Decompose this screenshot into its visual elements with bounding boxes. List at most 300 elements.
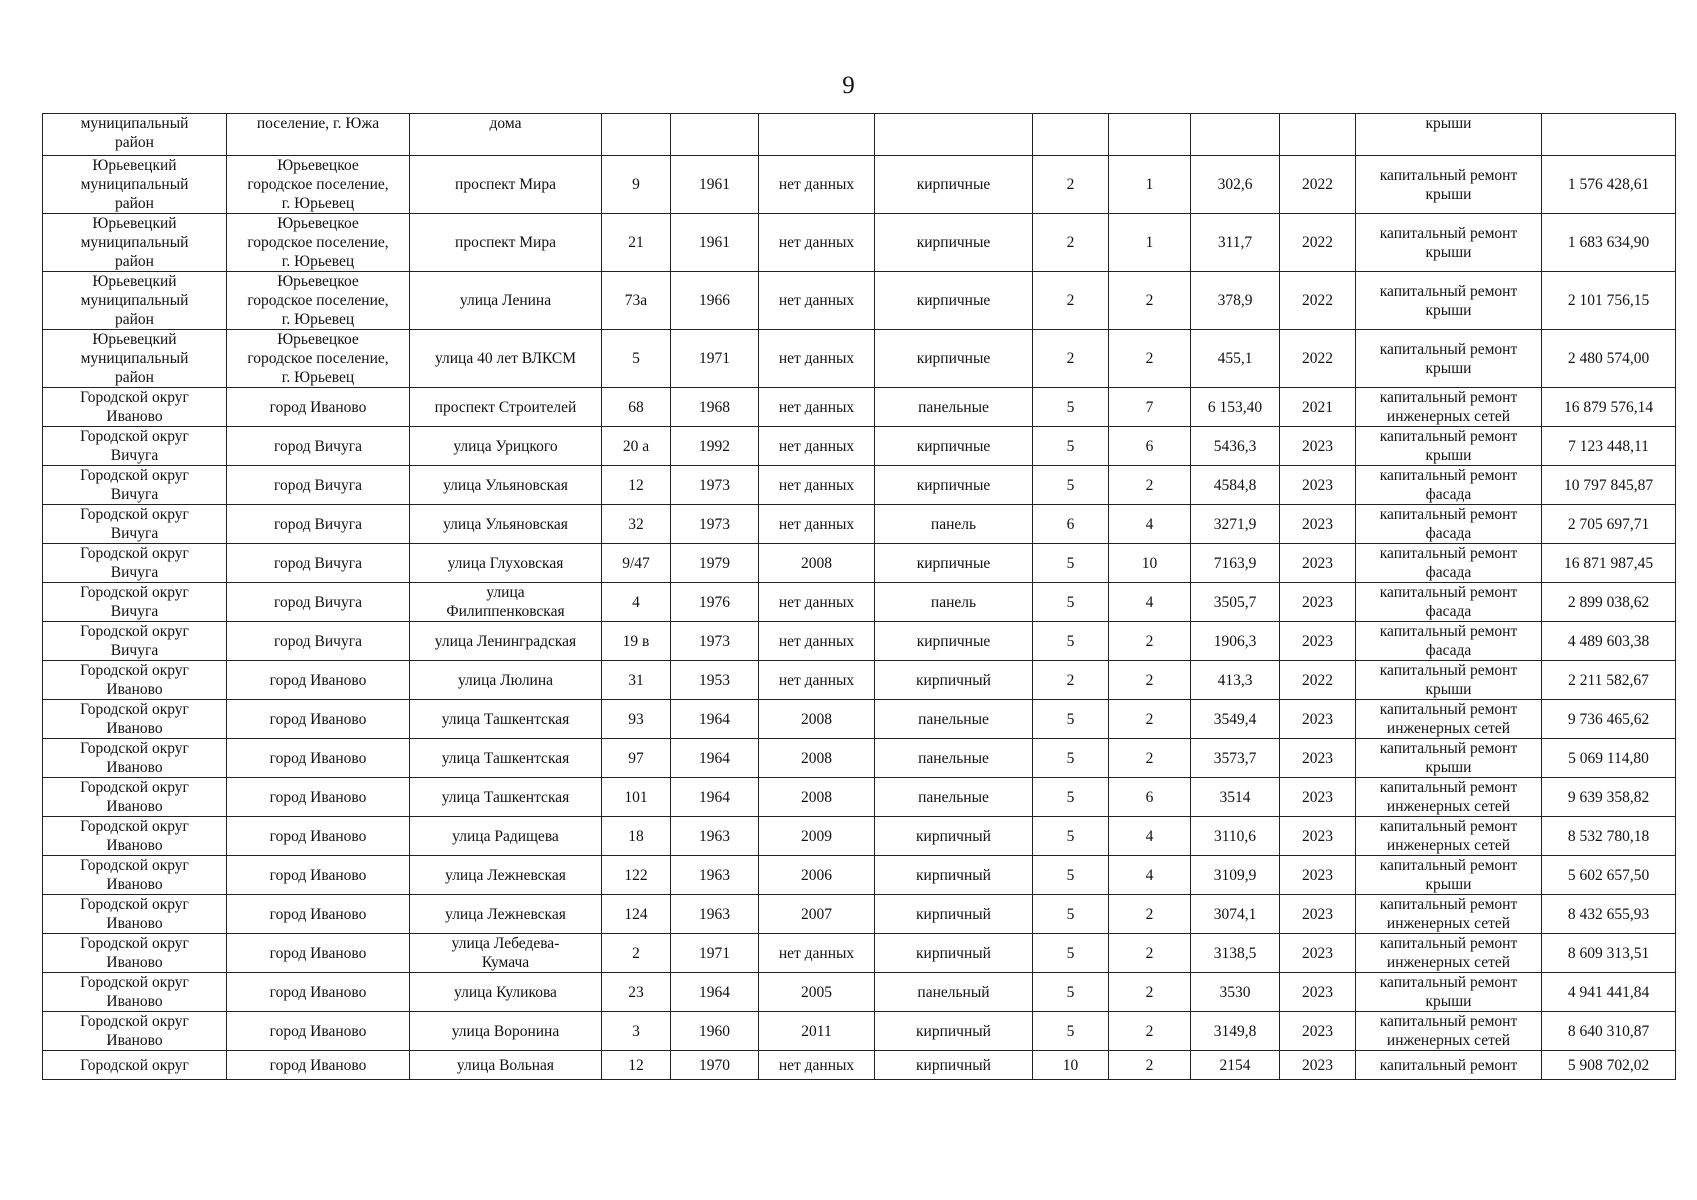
cell-work-type: крыши	[1356, 114, 1542, 156]
cell-entrances: 10	[1109, 544, 1191, 583]
cell-district: Городской округ Иваново	[43, 388, 227, 427]
cell-house-number: 12	[602, 1051, 671, 1080]
cell-cost: 4 489 603,38	[1542, 622, 1676, 661]
cell-house-number: 32	[602, 505, 671, 544]
cell-cost: 9 639 358,82	[1542, 778, 1676, 817]
cell-work-type: капитальный ремонт крыши	[1356, 272, 1542, 330]
cell-entrances: 4	[1109, 856, 1191, 895]
cell-build-year: 1971	[671, 330, 759, 388]
cell-area: 413,3	[1191, 661, 1280, 700]
cell-last-repair-year: 2007	[759, 895, 875, 934]
cell-work-type: капитальный ремонт фасада	[1356, 583, 1542, 622]
cell-planned-year: 2023	[1280, 544, 1356, 583]
table-row	[43, 895, 1676, 934]
cell-planned-year	[1280, 114, 1356, 156]
cell-build-year: 1953	[671, 661, 759, 700]
cell-street: улица Ташкентская	[410, 778, 602, 817]
cell-district: Юрьевецкий муниципальный район	[43, 272, 227, 330]
cell-last-repair-year: 2009	[759, 817, 875, 856]
cell-floors: 5	[1033, 466, 1109, 505]
cell-house-number: 73а	[602, 272, 671, 330]
cell-entrances	[1109, 114, 1191, 156]
cell-last-repair-year: нет данных	[759, 214, 875, 272]
cell-district: Городской округ Иваново	[43, 661, 227, 700]
table-row	[43, 622, 1676, 661]
cell-entrances: 4	[1109, 505, 1191, 544]
cell-area: 3138,5	[1191, 934, 1280, 973]
cell-entrances: 2	[1109, 661, 1191, 700]
cell-work-type: капитальный ремонт крыши	[1356, 973, 1542, 1012]
cell-wall-material: панель	[875, 505, 1033, 544]
cell-cost: 2 101 756,15	[1542, 272, 1676, 330]
cell-settlement: город Иваново	[227, 739, 410, 778]
cell-wall-material: кирпичные	[875, 272, 1033, 330]
cell-area: 3530	[1191, 973, 1280, 1012]
cell-district: Городской округ	[43, 1051, 227, 1080]
cell-wall-material: панельные	[875, 739, 1033, 778]
cell-work-type: капитальный ремонт крыши	[1356, 739, 1542, 778]
cell-house-number	[602, 114, 671, 156]
cell-cost	[1542, 114, 1676, 156]
cell-cost: 16 879 576,14	[1542, 388, 1676, 427]
cell-work-type: капитальный ремонт крыши	[1356, 156, 1542, 214]
cell-planned-year: 2023	[1280, 1012, 1356, 1051]
cell-house-number: 101	[602, 778, 671, 817]
cell-last-repair-year: нет данных	[759, 156, 875, 214]
cell-entrances: 4	[1109, 583, 1191, 622]
cell-settlement: город Иваново	[227, 856, 410, 895]
cell-district: Городской округ Иваново	[43, 700, 227, 739]
cell-wall-material: панельные	[875, 700, 1033, 739]
cell-planned-year: 2022	[1280, 214, 1356, 272]
table-row	[43, 272, 1676, 330]
table-row	[43, 661, 1676, 700]
cell-build-year: 1966	[671, 272, 759, 330]
cell-settlement: город Вичуга	[227, 622, 410, 661]
cell-floors: 5	[1033, 973, 1109, 1012]
cell-last-repair-year: нет данных	[759, 583, 875, 622]
table-row	[43, 973, 1676, 1012]
cell-planned-year: 2023	[1280, 895, 1356, 934]
cell-settlement: город Иваново	[227, 778, 410, 817]
cell-last-repair-year: 2008	[759, 544, 875, 583]
cell-cost: 10 797 845,87	[1542, 466, 1676, 505]
cell-district: Городской округ Иваново	[43, 895, 227, 934]
cell-street: улица Ленинградская	[410, 622, 602, 661]
cell-planned-year: 2023	[1280, 622, 1356, 661]
cell-build-year: 1964	[671, 973, 759, 1012]
table-row	[43, 778, 1676, 817]
cell-area: 311,7	[1191, 214, 1280, 272]
cell-street: дома	[410, 114, 602, 156]
cell-build-year: 1968	[671, 388, 759, 427]
cell-area: 3074,1	[1191, 895, 1280, 934]
cell-floors: 5	[1033, 778, 1109, 817]
cell-work-type: капитальный ремонт инженерных сетей	[1356, 1012, 1542, 1051]
cell-street: улица Лежневская	[410, 856, 602, 895]
cell-district: Городской округ Иваново	[43, 1012, 227, 1051]
cell-area: 3109,9	[1191, 856, 1280, 895]
cell-house-number: 68	[602, 388, 671, 427]
table-row	[43, 330, 1676, 388]
cell-street: улица Ульяновская	[410, 505, 602, 544]
cell-settlement: город Иваново	[227, 973, 410, 1012]
table-row	[43, 214, 1676, 272]
cell-street: улица Урицкого	[410, 427, 602, 466]
cell-district: Городской округ Иваново	[43, 973, 227, 1012]
cell-build-year: 1961	[671, 214, 759, 272]
cell-last-repair-year: 2011	[759, 1012, 875, 1051]
cell-build-year: 1979	[671, 544, 759, 583]
cell-last-repair-year: 2008	[759, 700, 875, 739]
cell-work-type: капитальный ремонт инженерных сетей	[1356, 700, 1542, 739]
cell-build-year: 1963	[671, 856, 759, 895]
cell-planned-year: 2023	[1280, 817, 1356, 856]
cell-wall-material: панельные	[875, 778, 1033, 817]
cell-street: улица Лежневская	[410, 895, 602, 934]
cell-floors: 2	[1033, 214, 1109, 272]
cell-floors: 10	[1033, 1051, 1109, 1080]
cell-build-year: 1973	[671, 622, 759, 661]
cell-house-number: 12	[602, 466, 671, 505]
cell-settlement: город Вичуга	[227, 466, 410, 505]
cell-floors: 5	[1033, 583, 1109, 622]
cell-cost: 8 640 310,87	[1542, 1012, 1676, 1051]
cell-work-type: капитальный ремонт инженерных сетей	[1356, 388, 1542, 427]
cell-street: улица 40 лет ВЛКСМ	[410, 330, 602, 388]
cell-street: улица Ташкентская	[410, 739, 602, 778]
cell-build-year: 1964	[671, 700, 759, 739]
cell-house-number: 23	[602, 973, 671, 1012]
cell-wall-material: кирпичные	[875, 466, 1033, 505]
cell-floors: 2	[1033, 661, 1109, 700]
cell-house-number: 9/47	[602, 544, 671, 583]
cell-wall-material: кирпичный	[875, 817, 1033, 856]
cell-district: Городской округ Вичуга	[43, 505, 227, 544]
cell-build-year: 1973	[671, 466, 759, 505]
cell-planned-year: 2023	[1280, 856, 1356, 895]
cell-house-number: 4	[602, 583, 671, 622]
cell-area: 2154	[1191, 1051, 1280, 1080]
cell-floors: 5	[1033, 1012, 1109, 1051]
cell-cost: 1 683 634,90	[1542, 214, 1676, 272]
cell-area: 4584,8	[1191, 466, 1280, 505]
cell-district: Юрьевецкий муниципальный район	[43, 214, 227, 272]
cell-planned-year: 2021	[1280, 388, 1356, 427]
table-row	[43, 856, 1676, 895]
cell-last-repair-year: нет данных	[759, 388, 875, 427]
cell-entrances: 1	[1109, 156, 1191, 214]
cell-street: улица Ленина	[410, 272, 602, 330]
cell-floors: 5	[1033, 700, 1109, 739]
cell-wall-material: кирпичный	[875, 895, 1033, 934]
cell-last-repair-year: нет данных	[759, 272, 875, 330]
cell-house-number: 3	[602, 1012, 671, 1051]
cell-planned-year: 2023	[1280, 505, 1356, 544]
table-row	[43, 700, 1676, 739]
cell-work-type: капитальный ремонт фасада	[1356, 466, 1542, 505]
table-row	[43, 544, 1676, 583]
cell-area: 302,6	[1191, 156, 1280, 214]
cell-wall-material: панельный	[875, 973, 1033, 1012]
cell-wall-material: кирпичные	[875, 214, 1033, 272]
cell-house-number: 124	[602, 895, 671, 934]
cell-district: Городской округ Иваново	[43, 817, 227, 856]
cell-settlement: город Вичуга	[227, 544, 410, 583]
cell-street: улица Глуховская	[410, 544, 602, 583]
cell-entrances: 1	[1109, 214, 1191, 272]
table-row	[43, 1012, 1676, 1051]
cell-street: улица Ульяновская	[410, 466, 602, 505]
cell-cost: 2 705 697,71	[1542, 505, 1676, 544]
cell-street: улица Лебедева- Кумача	[410, 934, 602, 973]
cell-entrances: 2	[1109, 973, 1191, 1012]
cell-street: улица Куликова	[410, 973, 602, 1012]
cell-last-repair-year: нет данных	[759, 505, 875, 544]
table-row	[43, 466, 1676, 505]
cell-floors: 5	[1033, 739, 1109, 778]
cell-last-repair-year: нет данных	[759, 661, 875, 700]
cell-last-repair-year: нет данных	[759, 427, 875, 466]
cell-floors: 2	[1033, 156, 1109, 214]
cell-wall-material: кирпичные	[875, 544, 1033, 583]
cell-area: 455,1	[1191, 330, 1280, 388]
cell-cost: 2 480 574,00	[1542, 330, 1676, 388]
cell-work-type: капитальный ремонт фасада	[1356, 505, 1542, 544]
cell-area: 3514	[1191, 778, 1280, 817]
cell-cost: 5 602 657,50	[1542, 856, 1676, 895]
cell-work-type: капитальный ремонт	[1356, 1051, 1542, 1080]
cell-area: 6 153,40	[1191, 388, 1280, 427]
cell-house-number: 2	[602, 934, 671, 973]
cell-house-number: 18	[602, 817, 671, 856]
cell-area: 3110,6	[1191, 817, 1280, 856]
cell-entrances: 2	[1109, 272, 1191, 330]
cell-settlement: город Иваново	[227, 895, 410, 934]
cell-last-repair-year: нет данных	[759, 466, 875, 505]
cell-floors: 5	[1033, 817, 1109, 856]
cell-entrances: 6	[1109, 427, 1191, 466]
cell-street: улица Люлина	[410, 661, 602, 700]
cell-area: 7163,9	[1191, 544, 1280, 583]
cell-entrances: 6	[1109, 778, 1191, 817]
cell-area: 3549,4	[1191, 700, 1280, 739]
cell-district: Городской округ Иваново	[43, 934, 227, 973]
cell-cost: 8 432 655,93	[1542, 895, 1676, 934]
cell-cost: 16 871 987,45	[1542, 544, 1676, 583]
table-row	[43, 583, 1676, 622]
cell-settlement: Юрьевецкое городское поселение, г. Юрьевец	[227, 330, 410, 388]
cell-build-year: 1973	[671, 505, 759, 544]
cell-cost: 7 123 448,11	[1542, 427, 1676, 466]
cell-area: 5436,3	[1191, 427, 1280, 466]
cell-wall-material: кирпичный	[875, 856, 1033, 895]
cell-settlement: город Иваново	[227, 700, 410, 739]
cell-district: Городской округ Иваново	[43, 856, 227, 895]
cell-district: муниципальный район	[43, 114, 227, 156]
cell-cost: 9 736 465,62	[1542, 700, 1676, 739]
cell-entrances: 2	[1109, 934, 1191, 973]
cell-floors: 5	[1033, 856, 1109, 895]
cell-build-year: 1992	[671, 427, 759, 466]
cell-entrances: 2	[1109, 622, 1191, 661]
cell-district: Городской округ Вичуга	[43, 583, 227, 622]
cell-settlement: поселение, г. Южа	[227, 114, 410, 156]
cell-area	[1191, 114, 1280, 156]
cell-build-year: 1961	[671, 156, 759, 214]
cell-floors: 5	[1033, 934, 1109, 973]
cell-work-type: капитальный ремонт крыши	[1356, 856, 1542, 895]
cell-wall-material: кирпичные	[875, 156, 1033, 214]
cell-floors: 5	[1033, 388, 1109, 427]
cell-street: улица Радищева	[410, 817, 602, 856]
cell-wall-material: кирпичный	[875, 934, 1033, 973]
cell-settlement: Юрьевецкое городское поселение, г. Юрьевец	[227, 214, 410, 272]
page-number: 9	[842, 72, 855, 99]
cell-build-year: 1963	[671, 895, 759, 934]
cell-settlement: город Вичуга	[227, 583, 410, 622]
cell-last-repair-year: 2008	[759, 778, 875, 817]
cell-planned-year: 2023	[1280, 739, 1356, 778]
cell-work-type: капитальный ремонт инженерных сетей	[1356, 778, 1542, 817]
cell-street: проспект Мира	[410, 156, 602, 214]
cell-entrances: 2	[1109, 700, 1191, 739]
cell-build-year: 1976	[671, 583, 759, 622]
cell-house-number: 21	[602, 214, 671, 272]
cell-floors: 5	[1033, 895, 1109, 934]
cell-planned-year: 2023	[1280, 1051, 1356, 1080]
cell-street: улица Филиппенковская	[410, 583, 602, 622]
cell-house-number: 20 а	[602, 427, 671, 466]
cell-area: 378,9	[1191, 272, 1280, 330]
cell-floors: 2	[1033, 272, 1109, 330]
cell-district: Юрьевецкий муниципальный район	[43, 156, 227, 214]
cell-cost: 1 576 428,61	[1542, 156, 1676, 214]
cell-house-number: 9	[602, 156, 671, 214]
cell-entrances: 2	[1109, 330, 1191, 388]
table-row	[43, 934, 1676, 973]
cell-area: 3573,7	[1191, 739, 1280, 778]
cell-cost: 2 899 038,62	[1542, 583, 1676, 622]
cell-wall-material	[875, 114, 1033, 156]
cell-street: улица Воронина	[410, 1012, 602, 1051]
cell-last-repair-year: 2006	[759, 856, 875, 895]
cell-entrances: 2	[1109, 739, 1191, 778]
table-row	[43, 817, 1676, 856]
cell-district: Юрьевецкий муниципальный район	[43, 330, 227, 388]
cell-entrances: 7	[1109, 388, 1191, 427]
cell-house-number: 93	[602, 700, 671, 739]
cell-planned-year: 2022	[1280, 272, 1356, 330]
cell-entrances: 2	[1109, 1012, 1191, 1051]
cell-area: 3149,8	[1191, 1012, 1280, 1051]
cell-street: проспект Строителей	[410, 388, 602, 427]
cell-area: 3271,9	[1191, 505, 1280, 544]
cell-cost: 8 532 780,18	[1542, 817, 1676, 856]
cell-district: Городской округ Вичуга	[43, 466, 227, 505]
cell-floors: 2	[1033, 330, 1109, 388]
cell-area: 3505,7	[1191, 583, 1280, 622]
cell-planned-year: 2023	[1280, 700, 1356, 739]
cell-cost: 2 211 582,67	[1542, 661, 1676, 700]
table-row	[43, 114, 1676, 156]
cell-cost: 5 908 702,02	[1542, 1051, 1676, 1080]
cell-settlement: город Иваново	[227, 1012, 410, 1051]
cell-street: улица Ташкентская	[410, 700, 602, 739]
cell-build-year: 1960	[671, 1012, 759, 1051]
cell-cost: 8 609 313,51	[1542, 934, 1676, 973]
cell-district: Городской округ Вичуга	[43, 622, 227, 661]
cell-district: Городской округ Иваново	[43, 739, 227, 778]
cell-wall-material: кирпичные	[875, 427, 1033, 466]
cell-build-year: 1964	[671, 778, 759, 817]
cell-district: Городской округ Иваново	[43, 778, 227, 817]
cell-wall-material: кирпичные	[875, 330, 1033, 388]
cell-work-type: капитальный ремонт крыши	[1356, 661, 1542, 700]
cell-entrances: 2	[1109, 466, 1191, 505]
cell-planned-year: 2022	[1280, 156, 1356, 214]
cell-work-type: капитальный ремонт инженерных сетей	[1356, 934, 1542, 973]
cell-entrances: 2	[1109, 1051, 1191, 1080]
cell-work-type: капитальный ремонт фасада	[1356, 544, 1542, 583]
cell-last-repair-year: нет данных	[759, 934, 875, 973]
cell-last-repair-year: 2008	[759, 739, 875, 778]
cell-floors: 5	[1033, 622, 1109, 661]
cell-house-number: 19 в	[602, 622, 671, 661]
cell-floors: 5	[1033, 544, 1109, 583]
cell-house-number: 5	[602, 330, 671, 388]
cell-settlement: город Иваново	[227, 1051, 410, 1080]
cell-work-type: капитальный ремонт инженерных сетей	[1356, 817, 1542, 856]
cell-wall-material: кирпичный	[875, 661, 1033, 700]
cell-work-type: капитальный ремонт крыши	[1356, 214, 1542, 272]
cell-last-repair-year: нет данных	[759, 622, 875, 661]
cell-last-repair-year	[759, 114, 875, 156]
cell-settlement: город Иваново	[227, 388, 410, 427]
cell-cost: 5 069 114,80	[1542, 739, 1676, 778]
cell-last-repair-year: 2005	[759, 973, 875, 1012]
table-row	[43, 1051, 1676, 1080]
table-row	[43, 505, 1676, 544]
cell-planned-year: 2023	[1280, 427, 1356, 466]
table-row	[43, 739, 1676, 778]
housing-registry-table	[42, 113, 1676, 1080]
cell-district: Городской округ Вичуга	[43, 427, 227, 466]
cell-floors: 5	[1033, 427, 1109, 466]
cell-wall-material: панель	[875, 583, 1033, 622]
cell-wall-material: панельные	[875, 388, 1033, 427]
cell-street: улица Вольная	[410, 1051, 602, 1080]
cell-area: 1906,3	[1191, 622, 1280, 661]
table-body	[43, 114, 1676, 1080]
cell-work-type: капитальный ремонт инженерных сетей	[1356, 895, 1542, 934]
cell-last-repair-year: нет данных	[759, 330, 875, 388]
cell-entrances: 2	[1109, 895, 1191, 934]
cell-settlement: Юрьевецкое городское поселение, г. Юрьевец	[227, 272, 410, 330]
cell-planned-year: 2023	[1280, 934, 1356, 973]
cell-planned-year: 2022	[1280, 661, 1356, 700]
cell-build-year: 1964	[671, 739, 759, 778]
cell-house-number: 31	[602, 661, 671, 700]
cell-planned-year: 2022	[1280, 330, 1356, 388]
cell-planned-year: 2023	[1280, 466, 1356, 505]
cell-build-year: 1971	[671, 934, 759, 973]
cell-district: Городской округ Вичуга	[43, 544, 227, 583]
table-row	[43, 156, 1676, 214]
table-row	[43, 388, 1676, 427]
cell-entrances: 4	[1109, 817, 1191, 856]
cell-last-repair-year: нет данных	[759, 1051, 875, 1080]
